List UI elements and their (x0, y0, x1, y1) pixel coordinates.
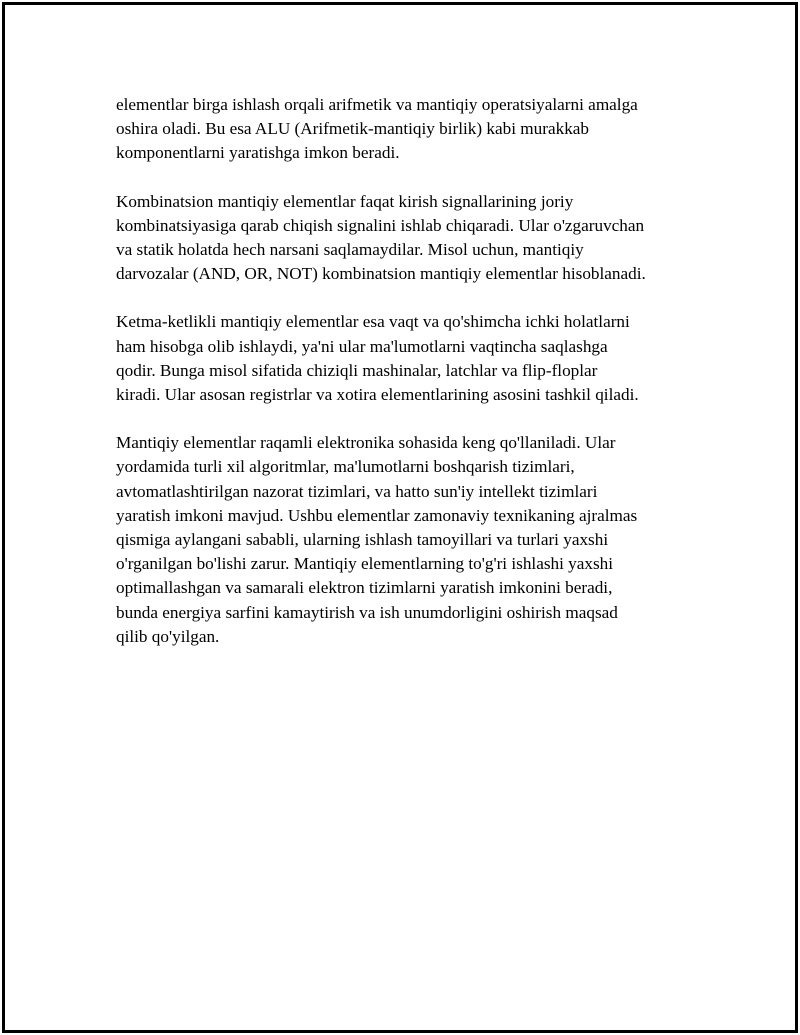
text-line: Ketma-ketlikli mantiqiy elementlar esa vaqt va qo'shimcha ichki holatlarni (116, 312, 630, 332)
paragraph-2 (116, 190, 688, 287)
text-line: kiradi. Ular asosan registrlar va xotira elementlarining asosini tashkil qiladi. (116, 385, 639, 405)
text-line: va statik holatda hech narsani saqlamaydilar. Misol uchun, mantiqiy (116, 240, 584, 260)
text-line: qodir. Bunga misol sifatida chiziqli mashinalar, latchlar va flip-floplar (116, 360, 598, 380)
text-line: kombinatsiyasiga qarab chiqish signalini ishlab chiqaradi. Ular o'zgaruvchan (116, 215, 645, 235)
text-line: qismiga aylangani sababli, ularning ishlash tamoyillari va turlari yaxshi (116, 530, 609, 550)
text-line: darvozalar (AND, OR, NOT) kombinatsion mantiqiy elementlar hisoblanadi. (116, 264, 646, 284)
paragraph-1 (116, 93, 688, 166)
text-line: optimallashgan va samarali elektron tizimlarni yaratish imkonini beradi, (116, 578, 613, 598)
text-line: avtomatlashtirilgan nazorat tizimlari, va hatto sun'iy intellekt tizimlari (116, 481, 598, 501)
text-line: Kombinatsion mantiqiy elementlar faqat kirish signallarining joriy (116, 191, 574, 211)
text-line: yordamida turli xil algoritmlar, ma'lumotlarni boshqarish tizimlari, (116, 457, 575, 477)
text-line: bunda energiya sarfini kamaytirish va ish unumdorligini oshirish maqsad (116, 602, 618, 622)
text-line: komponentlarni yaratishga imkon beradi. (116, 143, 400, 163)
text-line: qilib qo'yilgan. (116, 626, 220, 646)
text-line: oshira oladi. Bu esa ALU (Arifmetik-mantiqiy birlik) kabi murakkab (116, 119, 590, 139)
paragraph-4 (116, 431, 688, 649)
document-body (116, 93, 688, 673)
text-line: yaratish imkoni mavjud. Ushbu elementlar zamonaviy texnikaning ajralmas (116, 505, 638, 525)
text-line: elementlar birga ishlash orqali arifmetik va mantiqiy operatsiyalarni amalga (116, 95, 638, 114)
text-line: Mantiqiy elementlar raqamli elektronika sohasida keng qo'llaniladi. Ular (116, 433, 616, 453)
text-line: ham hisobga olib ishlaydi, ya'ni ular ma'lumotlarni vaqtincha saqlashga (116, 336, 608, 356)
paragraph-3 (116, 310, 688, 407)
text-line: o'rganilgan bo'lishi zarur. Mantiqiy elementlarning to'g'ri ishlashi yaxshi (116, 554, 614, 574)
